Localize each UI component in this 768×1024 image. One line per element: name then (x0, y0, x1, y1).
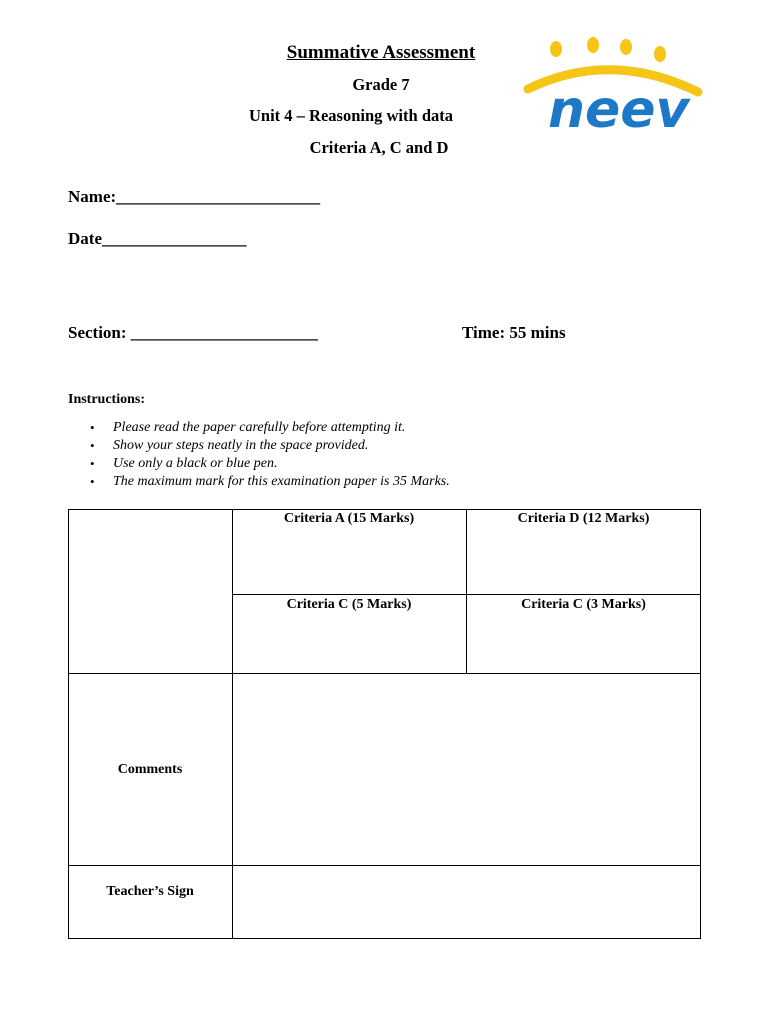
logo-wordmark: neev (548, 80, 690, 134)
teacher-sign-label-cell (68, 884, 232, 900)
logo-dot (620, 39, 632, 55)
time-label: Time: 55 mins (462, 323, 566, 342)
grade-label: Grade 7 (352, 75, 410, 94)
criteria-label: Criteria A, C and D (309, 138, 449, 157)
page-title: Summative Assessment (286, 42, 476, 63)
section-field[interactable]: Section: ______________________ (68, 323, 318, 342)
neev-logo-graphic (520, 34, 704, 134)
logo-dot (654, 46, 666, 62)
teacher-sign-label: Teacher’s Sign (106, 884, 194, 899)
comments-label: Comments (117, 762, 183, 777)
list-item: • Show your steps neatly in the space provided. (90, 437, 450, 455)
criteria-d-label: Criteria D (12 Marks) (517, 511, 650, 526)
criteria-d-cell[interactable] (466, 511, 701, 527)
criteria-a-cell[interactable] (232, 511, 466, 527)
name-field[interactable]: Name:________________________ (68, 187, 321, 206)
teacher-sign-field[interactable] (233, 866, 700, 938)
table-divider (232, 594, 701, 595)
comments-label-cell (68, 762, 232, 778)
unit-label: Unit 4 – Reasoning with data (249, 106, 453, 125)
list-item: • Use only a black or blue pen. (90, 455, 450, 473)
table-divider (466, 509, 467, 674)
comments-field[interactable] (233, 674, 700, 865)
instructions-heading: Instructions: (68, 392, 146, 407)
list-item: • Please read the paper carefully before attempting it. (90, 419, 450, 437)
date-field[interactable]: Date_________________ (68, 229, 247, 248)
logo-dot (587, 37, 599, 53)
logo-dot (550, 41, 562, 57)
criteria-c5-label: Criteria C (5 Marks) (286, 597, 412, 612)
criteria-a-label: Criteria A (15 Marks) (283, 511, 415, 526)
criteria-c5-cell[interactable] (232, 597, 466, 613)
list-item: • The maximum mark for this examination paper is 35 Marks. (90, 473, 450, 491)
instructions-list (90, 419, 450, 491)
criteria-c3-cell[interactable] (466, 597, 701, 613)
criteria-c3-label: Criteria C (3 Marks) (521, 597, 646, 612)
neev-logo (520, 34, 704, 134)
